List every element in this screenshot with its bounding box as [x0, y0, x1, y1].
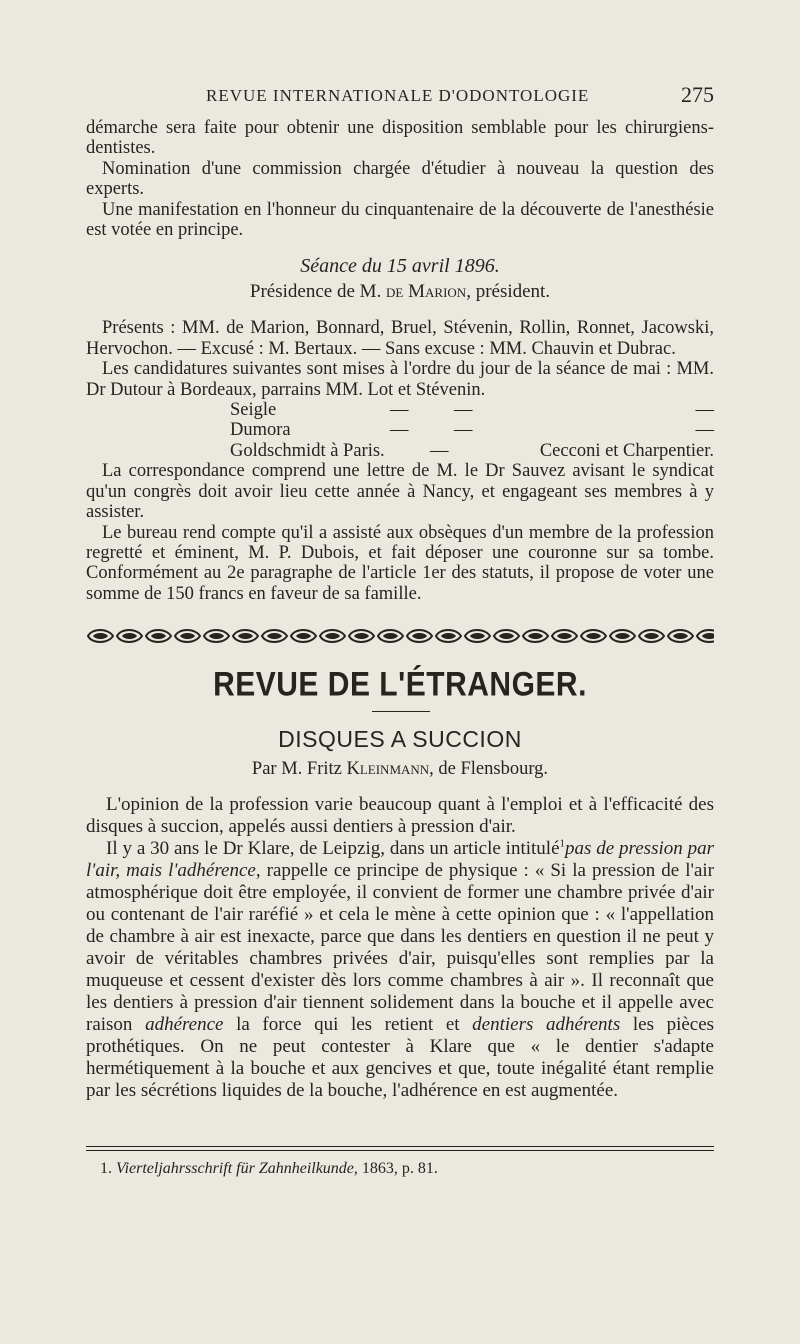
text-run: les pièces prothétiques. On ne peut contester à Klare que « le dentier s'adapte hermétiquement à la bouche et aux gencives et que, toute inégalité étant remplie par les sécrétions liquides de la bouche, l'adhérence en est augmentée.	[86, 1014, 715, 1101]
minutes-section	[86, 118, 714, 604]
ornamental-border	[86, 625, 714, 647]
bureau-paragraph: Le bureau rend compte qu'il a assisté aux obsèques d'un membre de la profession regretté et éminent, M. P. Dubois, et fait déposer une couronne sur sa tombe. Conformément au 2e paragraphe de l'article 1er des statuts, il propose de voter une somme de 150 francs en faveur de sa famille.	[86, 522, 714, 604]
ditto-mark: —	[390, 400, 409, 421]
byline	[0, 759, 800, 780]
footnote-divider	[86, 1146, 714, 1147]
presents-paragraph: Présents : MM. de Marion, Bonnard, Bruel, Stévenin, Rollin, Ronnet, Jacowski, Hervochon. — Excusé : M. Bertaux. — Sans excuse : MM. Chauvin et Dubrac.	[86, 318, 714, 359]
ditto-mark: —	[430, 440, 449, 461]
candidatures-paragraph: Les candidatures suivantes sont mises à l'ordre du jour de la séance de mai : MM. Dr Dutour à Bordeaux, parrains MM. Lot et Stévenin.	[86, 359, 714, 400]
candidate-row	[86, 400, 714, 420]
intro-paragraph-1: démarche sera faite pour obtenir une disposition semblable pour les chirurgiens-dentistes.	[86, 118, 714, 159]
text-run: la force qui les retient et	[236, 1014, 460, 1035]
presidence-prefix: Présidence de M.	[249, 281, 382, 303]
candidate-name: Goldschmidt à Paris.	[230, 440, 385, 461]
page-number: 275	[681, 82, 714, 107]
page-header	[86, 84, 714, 114]
section-title: REVUE DE L'ÉTRANGER.	[213, 665, 587, 704]
presidence-suffix: , président.	[466, 281, 551, 303]
article-paragraph-2	[86, 838, 714, 1102]
byline-suffix: , de Flensbourg.	[429, 759, 549, 779]
footnote	[100, 1160, 438, 1178]
ditto-mark: —	[454, 420, 473, 441]
intro-paragraph-2: Nomination d'une commission chargée d'étudier à nouveau la question des experts.	[86, 158, 714, 200]
italic-term: adhérence	[145, 1014, 224, 1035]
running-title: REVUE INTERNATIONALE D'ODONTOLOGIE	[206, 86, 590, 105]
correspondance-paragraph: La correspondance comprend une lettre de M. le Dr Sauvez avisant le syndicat qu'un congrès doit avoir lieu cette année à Nancy, et engageant ses membres à y assister.	[86, 461, 714, 523]
presidence-line	[86, 280, 714, 304]
intro-paragraph-3: Une manifestation en l'honneur du cinquantenaire de la découverte de l'anesthésie est votée en principe.	[86, 199, 714, 241]
president-name: de Marion	[386, 281, 467, 303]
ditto-mark: —	[695, 400, 714, 421]
candidate-name: Seigle	[230, 400, 277, 421]
footnote-ref: 1	[559, 837, 566, 850]
ditto-mark: —	[454, 400, 473, 421]
ditto-mark: —	[390, 420, 409, 441]
italic-title: pas de pression par l'air, mais l'adhérence	[86, 838, 714, 881]
author-name: Kleinmann	[346, 759, 430, 779]
footnote-details: , 1863, p. 81.	[353, 1160, 438, 1177]
candidate-name: Dumora	[230, 420, 291, 441]
article-body	[86, 794, 714, 1102]
title-divider	[372, 711, 430, 712]
text-run: , rappelle ce principe de physique : « Si la pression de l'air atmosphérique doit être employée, il convient de former une chambre privée d'air ou contenant de l'air raréfié » et cela le mène à cette opinion que : « l'appellation de chambre à air est inexacte, parce que dans les dentiers en question il ne peut y avoir de véritables chambres privées d'air, puisqu'elles sont remplies par la muqueuse et cessent d'exister dès lors comme chambres à air ». Il reconnaît que les dentiers à pression d'air tiennent solidement dans la bouche et il appelle avec raison	[86, 860, 714, 1035]
byline-prefix: Par M. Fritz	[251, 759, 342, 779]
text-run: Il y a 30 ans le Dr Klare, de Leipzig, dans un article intitulé	[106, 838, 560, 859]
footnote-number: 1.	[100, 1160, 112, 1177]
sponsors: Cecconi et Charpentier.	[539, 440, 714, 461]
seance-heading: Séance du 15 avril 1896.	[300, 255, 500, 278]
footnote-divider	[86, 1150, 714, 1151]
italic-term: dentiers adhérents	[472, 1014, 621, 1035]
article-title: DISQUES A SUCCION	[278, 726, 522, 752]
candidate-row	[86, 441, 714, 461]
ditto-mark: —	[695, 420, 714, 441]
article-paragraph-1: L'opinion de la profession varie beaucoup quant à l'emploi et à l'efficacité des disques à succion, appelés aussi dentiers à pression d'air.	[86, 794, 714, 837]
footnote-source: Vierteljahrsschrift für Zahnheilkunde	[116, 1160, 354, 1177]
candidate-row	[86, 420, 714, 440]
